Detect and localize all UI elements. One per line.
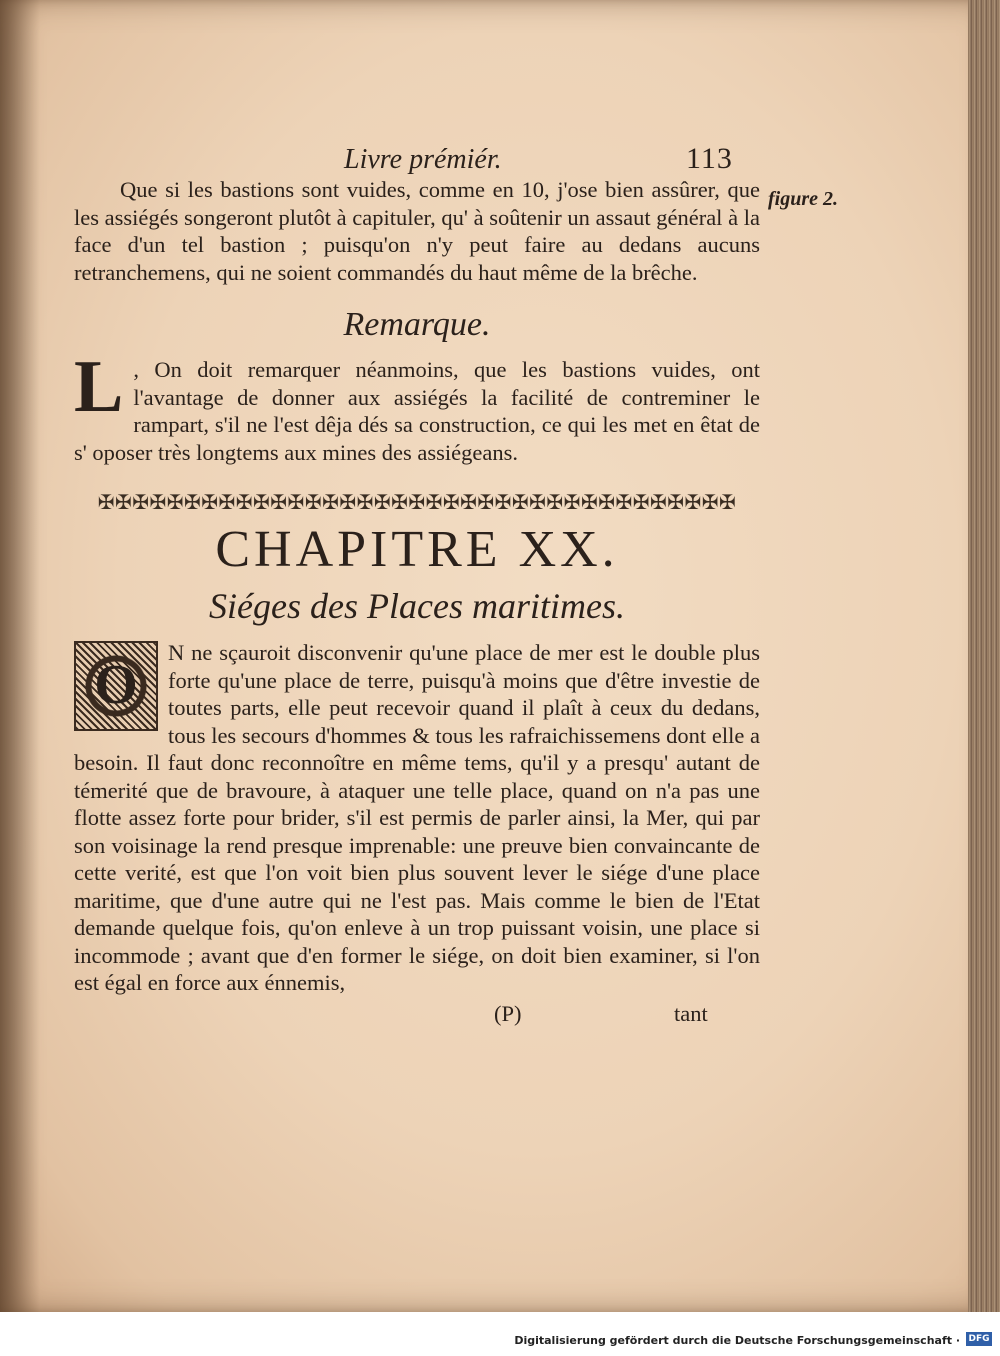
chapter-subtitle: Siéges des Places maritimes. xyxy=(209,586,625,626)
book-edge xyxy=(968,0,1000,1312)
remarque-heading: Remarque. xyxy=(343,306,491,343)
remarque-paragraph xyxy=(74,346,760,466)
drop-cap-l: L xyxy=(74,346,124,428)
paragraph-bastions: Que si les bastions sont vuides, comme en 10, j'ose bien assûrer, que les assiégés songeront plutôt à capituler, qu' à soûtenir un assaut général à la face d'un tel bastion ; puisqu'on n'y peut faire au dedans aucuns retranchemens, qui ne soient commandés du haut même de la brêche. xyxy=(74,177,760,285)
funding-credit: Digitalisierung gefördert durch die Deutsche Forschungsgemeinschaft · xyxy=(514,1334,960,1347)
dfg-logo: DFG xyxy=(966,1332,992,1346)
chapter-heading: CHAPITRE XX. xyxy=(215,521,619,578)
page-content xyxy=(74,140,760,1031)
decorated-initial-o: O xyxy=(74,641,158,731)
running-title: Livre prémiér. xyxy=(344,144,502,175)
chapter-paragraph xyxy=(74,639,760,997)
chapter-text: N ne sçauroit disconvenir qu'une place de mer est le double plus forte qu'une place de terre, puisqu'à moins que d'être investie de toutes parts, elle peut recevoir quand il plaît à ceux du dedans, tous les secours d'hommes & tous les rafraichissemens dont elle a besoin. Il faut donc reconnoître en même tems, qu'il y a presqu' autant de témerité que de bravoure, à ataquer une telle place, quand on n'a pas une flotte assez forte pour brider, s'il est permis de parler ainsi, la Mer, qui par son voisinage la rend presque imprenable: une preuve bien convaincante de cette verité, est que l'on voit bien plus souvent lever le siége d'une place maritime, que d'une autre qui ne l'est pas. Mais comme le bien de l'Etat demande quelque fois, qu'on enleve à un trop puissant voisin, une place si incommode ; avant que d'en former le siége, on doit bien examiner, si l'on est égal en force aux énnemis, xyxy=(74,640,760,995)
catchword: tant xyxy=(674,1000,708,1026)
ornamental-divider: ✠✠✠✠✠✠✠✠✠✠✠✠✠✠✠✠✠✠✠✠✠✠✠✠✠✠✠✠✠✠✠✠✠✠✠✠✠ xyxy=(97,492,737,512)
signature-mark: (P) xyxy=(494,1000,522,1026)
footer-bar xyxy=(0,1312,1000,1356)
running-header xyxy=(74,140,760,176)
page-number: 113 xyxy=(686,142,733,175)
remarque-text: , On doit remarquer néanmoins, que les bastions vuides, ont l'avantage de donner aux assiégés la facilité de contreminer le rampart, s'il ne l'est dêja dés sa construction, ce qui les met en êtat de s' oposer très longtems aux mines des assiégeans. xyxy=(74,357,760,465)
signature-line xyxy=(74,999,760,1031)
page-gutter-shadow xyxy=(0,0,40,1312)
margin-note: figure 2. xyxy=(768,188,838,210)
